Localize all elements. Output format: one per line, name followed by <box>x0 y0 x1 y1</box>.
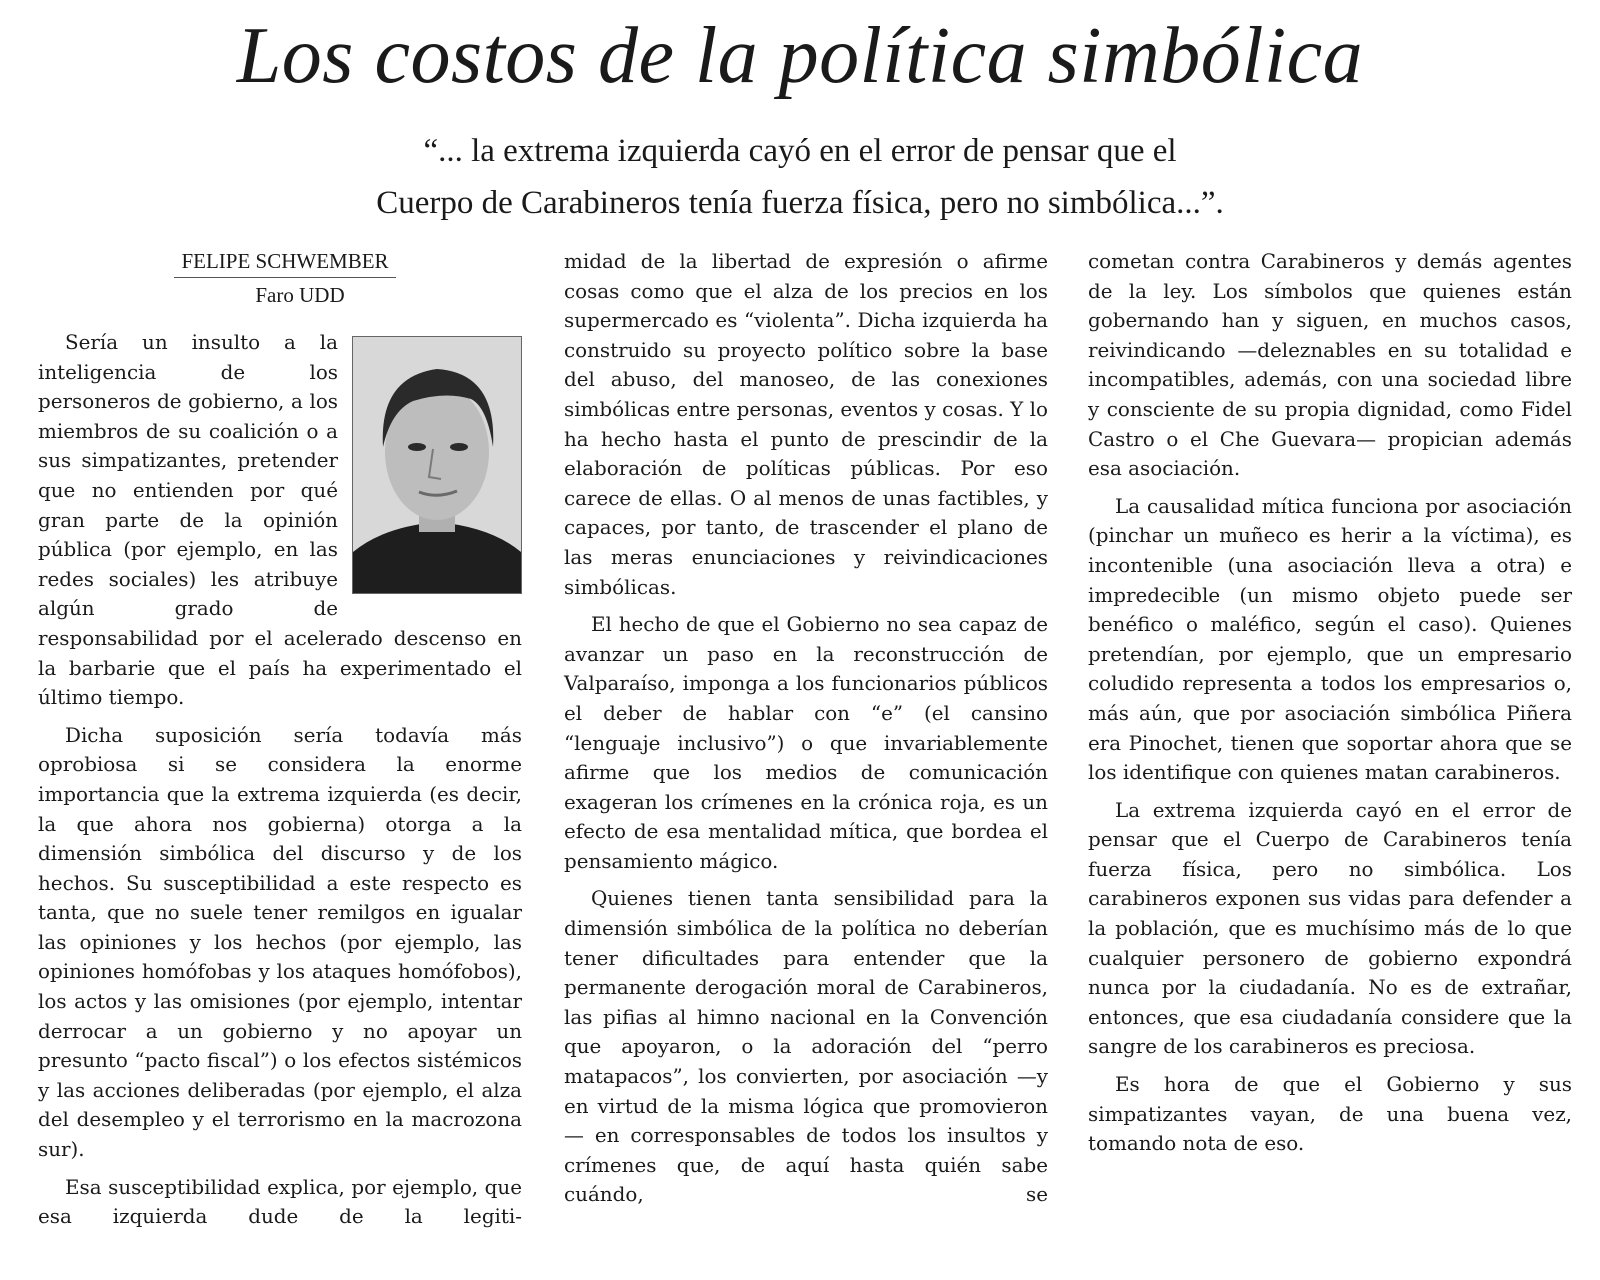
article-paragraph: Esa susceptibilidad explica, por ejemplo, que esa izquierda dude de la legiti- <box>38 1175 522 1229</box>
article-paragraph: Dicha suposición sería todavía más oprobiosa si se considera la enorme importancia que la extrema izquierda (es decir, la que ahora nos gobierna) otorga a la dimensión simbólica del discurso y de los hechos. Su susceptibilidad a este respecto es tanta, que no suele tener remilgos en igualar las opiniones y los hechos (por ejemplo, las opiniones homófobas y los ataques homófobos), los actos y las omisiones (por ejemplo, intentar derrocar a un gobierno y no apoyar un presunto “pacto fiscal”) o los efectos sistémicos y las acciones deliberadas (por ejemplo, el alza del desempleo y el terrorismo en la macrozona sur). <box>38 723 522 1162</box>
author-organization: Faro UDD <box>255 283 345 307</box>
article-column-1 <box>38 247 522 1232</box>
article-paragraph: Quienes tienen tanta sensibilidad para la dimensión simbólica de la política no deberían tener dificultades para entender que la permanente derogación moral de Carabineros, las pifias al himno nacional en la Convención que apoyaron, o la adoración del “perro matapacos”, los convierten, por asociación —y en virtud de la misma lógica que promovieron— en corresponsables de todos los insultos y crímenes que, de aquí hasta quién sabe cuándo, se <box>564 887 1048 1207</box>
article-paragraph: cometan contra Carabineros y demás agentes de la ley. Los símbolos que quienes están gobernando han y siguen, en muchos casos, reivindicando —deleznables en su totalidad e incompatibles, además, con una sociedad libre y consciente de su propia dignidad, como Fidel Castro o el Che Guevara— propician además esa asociación. <box>1088 250 1572 481</box>
article-paragraph: Es hora de que el Gobierno y sus simpatizantes vayan, de una buena vez, tomando nota de eso. <box>1088 1073 1572 1156</box>
article-column-2 <box>564 247 1048 1210</box>
article-paragraph: La causalidad mítica funciona por asociación (pinchar un muñeco es herir a la víctima), es incontenible (una asociación lleva a otra) e impredecible (un mismo objeto puede ser benéfico o maléfico, según el caso). Quienes pretendían, por ejemplo, que un empresario coludido representa a todos los empresarios o, más aún, que por asociación simbólica Piñera era Pinochet, tienen que soportar ahora que se los identifique con quienes matan carabineros. <box>1088 494 1572 785</box>
article-paragraph: El hecho de que el Gobierno no sea capaz de avanzar un paso en la reconstrucción de Valparaíso, imponga a los funcionarios públicos el deber de hablar con “e” (el cansino “lenguaje inclusivo”) o que invariablemente afirme que los medios de comunicación exageran los crímenes en la crónica roja, es un efecto de esa mentalidad mítica, que bordea el pensamiento mágico. <box>564 613 1048 873</box>
pull-quote-line-2: Cuerpo de Carabineros tenía fuerza física, pero no simbólica...”. <box>376 185 1224 221</box>
article-pull-quote <box>0 125 1600 229</box>
article-title: Los costos de la política simbólica <box>236 12 1364 100</box>
article-paragraph: Sería un insulto a la inteligencia de los personeros de gobierno, a los miembros de su coalición o a sus simpatizantes, pretender que no entienden por qué gran parte de la opinión pública (por ejemplo, en las redes sociales) les atribuye algún grado de responsabilidad por el acelerado descenso en la barbarie que el país ha experimentado el último tiempo. <box>38 331 522 710</box>
article-paragraph: midad de la libertad de expresión o afirme cosas como que el alza de los precios en los supermercado es “violenta”. Dicha izquierda ha construido su proyecto político sobre la base del abuso, del manoseo, de las conexiones simbólicas entre personas, eventos y cosas. Y lo ha hecho hasta el punto de prescindir de la elaboración de políticas públicas. Por eso carece de ellas. O al menos de unas factibles, y capaces, por tanto, de trascender el plano de las meras enunciaciones y reivindicaciones simbólicas. <box>564 250 1048 599</box>
article-paragraph: La extrema izquierda cayó en el error de pensar que el Cuerpo de Carabineros tenía fuerza física, pero no simbólica. Los carabineros exponen sus vidas para defender a la población, que es muchísimo más de lo que cualquier personero de gobierno expondrá nunca por la ciudadanía. No es de extrañar, entonces, que esa ciudadanía considere que la sangre de los carabineros es preciosa. <box>1088 798 1572 1059</box>
author-name: FELIPE SCHWEMBER <box>174 247 396 278</box>
pull-quote-line-1: “... la extrema izquierda cayó en el error de pensar que el <box>423 133 1177 169</box>
author-portrait-photo <box>352 336 522 594</box>
article-column-3 <box>1088 247 1572 1159</box>
author-portrait-icon <box>353 337 521 593</box>
